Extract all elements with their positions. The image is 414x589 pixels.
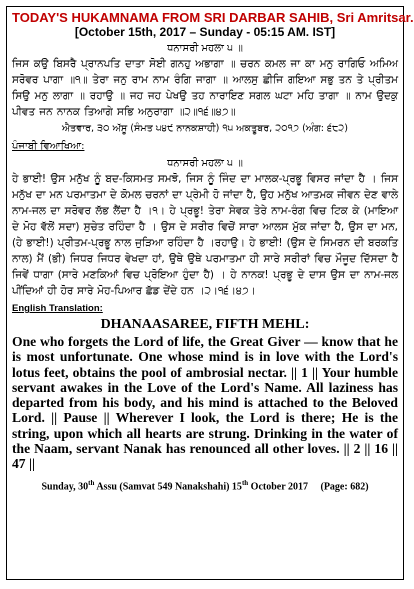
- punjabi-section-heading: ਪੰਜਾਬੀ ਵਿਆਖਿਆ:: [12, 141, 85, 152]
- date-line: [October 15th, 2017 – Sunday - 05:15 AM. IST]: [74, 25, 336, 39]
- footer-page-number: (Page: 682): [320, 481, 369, 492]
- punjabi-heading: ਧਨਾਸਰੀ ਮਹਲਾ ੫ ॥: [167, 158, 243, 169]
- footer-sup-1: th: [88, 478, 95, 487]
- footer-date-prefix: Sunday, 30: [41, 481, 89, 492]
- english-section-heading: English Translation:: [12, 303, 103, 314]
- gurbani-date-meta: ਐਤਵਾਰ, ੩੦ ਅੱਸੂ (ਸੰਮਤ ੫੪੯ ਨਾਨਕਸ਼ਾਹੀ) ੧੫ ਅਕਤੂਬਰ, ੨੦੧੭ (ਅੰਗ: ੬੮੨): [61, 123, 349, 134]
- gurbani-text: ਜਿਸ ਕਉ ਬਿਸਰੈ ਪ੍ਰਾਨਪਤਿ ਦਾਤਾ ਸੋਈ ਗਨਹੁ ਅਭਾਗਾ ॥ ਚਰਨ ਕਮਲ ਜਾ ਕਾ ਮਨੁ ਰਾਗਿਓ ਅਮਿਅ ਸਰੋਵਰ ਪਾਗਾ ॥੧॥ ਤੇਰਾ ਜਨੁ ਰਾਮ ਨਾਮ ਰੰਗਿ ਜਾਗਾ ॥ ਆਲਸੁ ਛੀਜਿ ਗਇਆ ਸਭੁ ਤਨ ਤੇ ਪ੍ਰੀਤਮ ਸਿਉ ਮਨੁ ਲਾਗਾ ॥ ਰਹਾਉ ॥ ਜਹ ਜਹ ਪੇਖਉ ਤਹ ਨਾਰਾਇਣ ਸਗਲ ਘਟਾ ਮਹਿ ਤਾਗਾ ॥ ਨਾਮ ਉਦਕੁ ਪੀਵਤ ਜਨ ਨਾਨਕ ਤਿਆਗੇ ਸਭਿ ਅਨੁਰਾਗਾ ॥੨॥੧੬॥੪੭॥: [12, 58, 398, 118]
- footer-date: [12, 476, 398, 494]
- footer-date-mid: Assu (Samvat 549 Nanakshahi) 15: [94, 481, 242, 492]
- gurbani-heading: ਧਨਾਸਰੀ ਮਹਲਾ ੫ ॥: [167, 43, 243, 54]
- footer-date-suffix: October 2017: [248, 481, 308, 492]
- footer-sup-2: th: [241, 478, 249, 487]
- english-translation: One who forgets the Lord of life, the Great Giver — know that he is most unfortunate. One whose mind is in love with the Lord's lotus feet, obtains the pool of ambrosial nectar. || 1 || Your humble servant awakes in the Love of the Lord's Name. All laziness has departed from his body, and his mind is attached to the Beloved Lord. || Pause || Wherever I look, the Lord is there; He is the string, upon which all hearts are strung. Drinking in the water of the Naam, servant Nanak has renounced all other loves. || 2 || 16 || 47 ||: [12, 334, 398, 472]
- english-heading: DHANAASAREE, FIFTH MEHL:: [100, 317, 310, 332]
- page-title: TODAY'S HUKAMNAMA FROM SRI DARBAR SAHIB, Sri Amritsar.: [12, 10, 414, 25]
- punjabi-explanation: ਹੇ ਭਾਈ! ਉਸ ਮਨੁੱਖ ਨੂੰ ਬਦ-ਕਿਸਮਤ ਸਮਝੋ, ਜਿਸ ਨੂੰ ਜਿੰਦ ਦਾ ਮਾਲਕ-ਪ੍ਰਭੂ ਵਿਸਰ ਜਾਂਦਾ ਹੈ । ਜਿਸ ਮਨੁੱਖ ਦਾ ਮਨ ਪਰਮਾਤਮਾ ਦੇ ਕੋਮਲ ਚਰਨਾਂ ਦਾ ਪ੍ਰੇਮੀ ਹੋ ਜਾਂਦਾ ਹੈ, ਉਹ ਮਨੁੱਖ ਆਤਮਕ ਜੀਵਨ ਦੇਣ ਵਾਲੇ ਨਾਮ-ਜਲ ਦਾ ਸਰੋਵਰ ਲੱਭ ਲੈਂਦਾ ਹੈ ।੧। ਹੇ ਪ੍ਰਭੂ! ਤੇਰਾ ਸੇਵਕ ਤੇਰੇ ਨਾਮ-ਰੰਗ ਵਿਚ ਟਿਕ ਕੇ (ਮਾਇਆ ਦੇ ਮੋਹ ਵੱਲੋਂ ਸਦਾ) ਸੁਚੇਤ ਰਹਿੰਦਾ ਹੈ । ਉਸ ਦੇ ਸਰੀਰ ਵਿਚੋਂ ਸਾਰਾ ਆਲਸ ਮੁੱਕ ਜਾਂਦਾ ਹੈ, ਉਸ ਦਾ ਮਨ, (ਹੇ ਭਾਈ!) ਪ੍ਰੀਤਮ-ਪ੍ਰਭੂ ਨਾਲ ਜੁੜਿਆ ਰਹਿੰਦਾ ਹੈ ।ਰਹਾਉ। ਹੇ ਭਾਈ! (ਉਸ ਦੇ ਸਿਮਰਨ ਦੀ ਬਰਕਤਿ ਨਾਲ) ਮੈਂ (ਭੀ) ਜਿਧਰ ਜਿਧਰ ਵੇਖਦਾ ਹਾਂ, ਉਥੇ ਉਥੇ ਪਰਮਾਤਮਾ ਹੀ ਸਾਰੇ ਸਰੀਰਾਂ ਵਿਚ ਮੌਜੂਦ ਦਿੱਸਦਾ ਹੈ ਜਿਵੇਂ ਧਾਗਾ (ਸਾਰੇ ਮਣਕਿਆਂ ਵਿਚ ਪ੍ਰੋਇਆ ਹੁੰਦਾ ਹੈ) । ਹੇ ਨਾਨਕ! ਪ੍ਰਭੂ ਦੇ ਦਾਸ ਉਸ ਦਾ ਨਾਮ-ਜਲ ਪੀਂਦਿਆਂ ਹੀ ਹੋਰ ਸਾਰੇ ਮੋਹ-ਪਿਆਰ ਛੱਡ ਦੇਂਦੇ ਹਨ ।੨।੧੬।੪੭।: [12, 173, 398, 297]
- hukamnama-page: [6, 6, 414, 580]
